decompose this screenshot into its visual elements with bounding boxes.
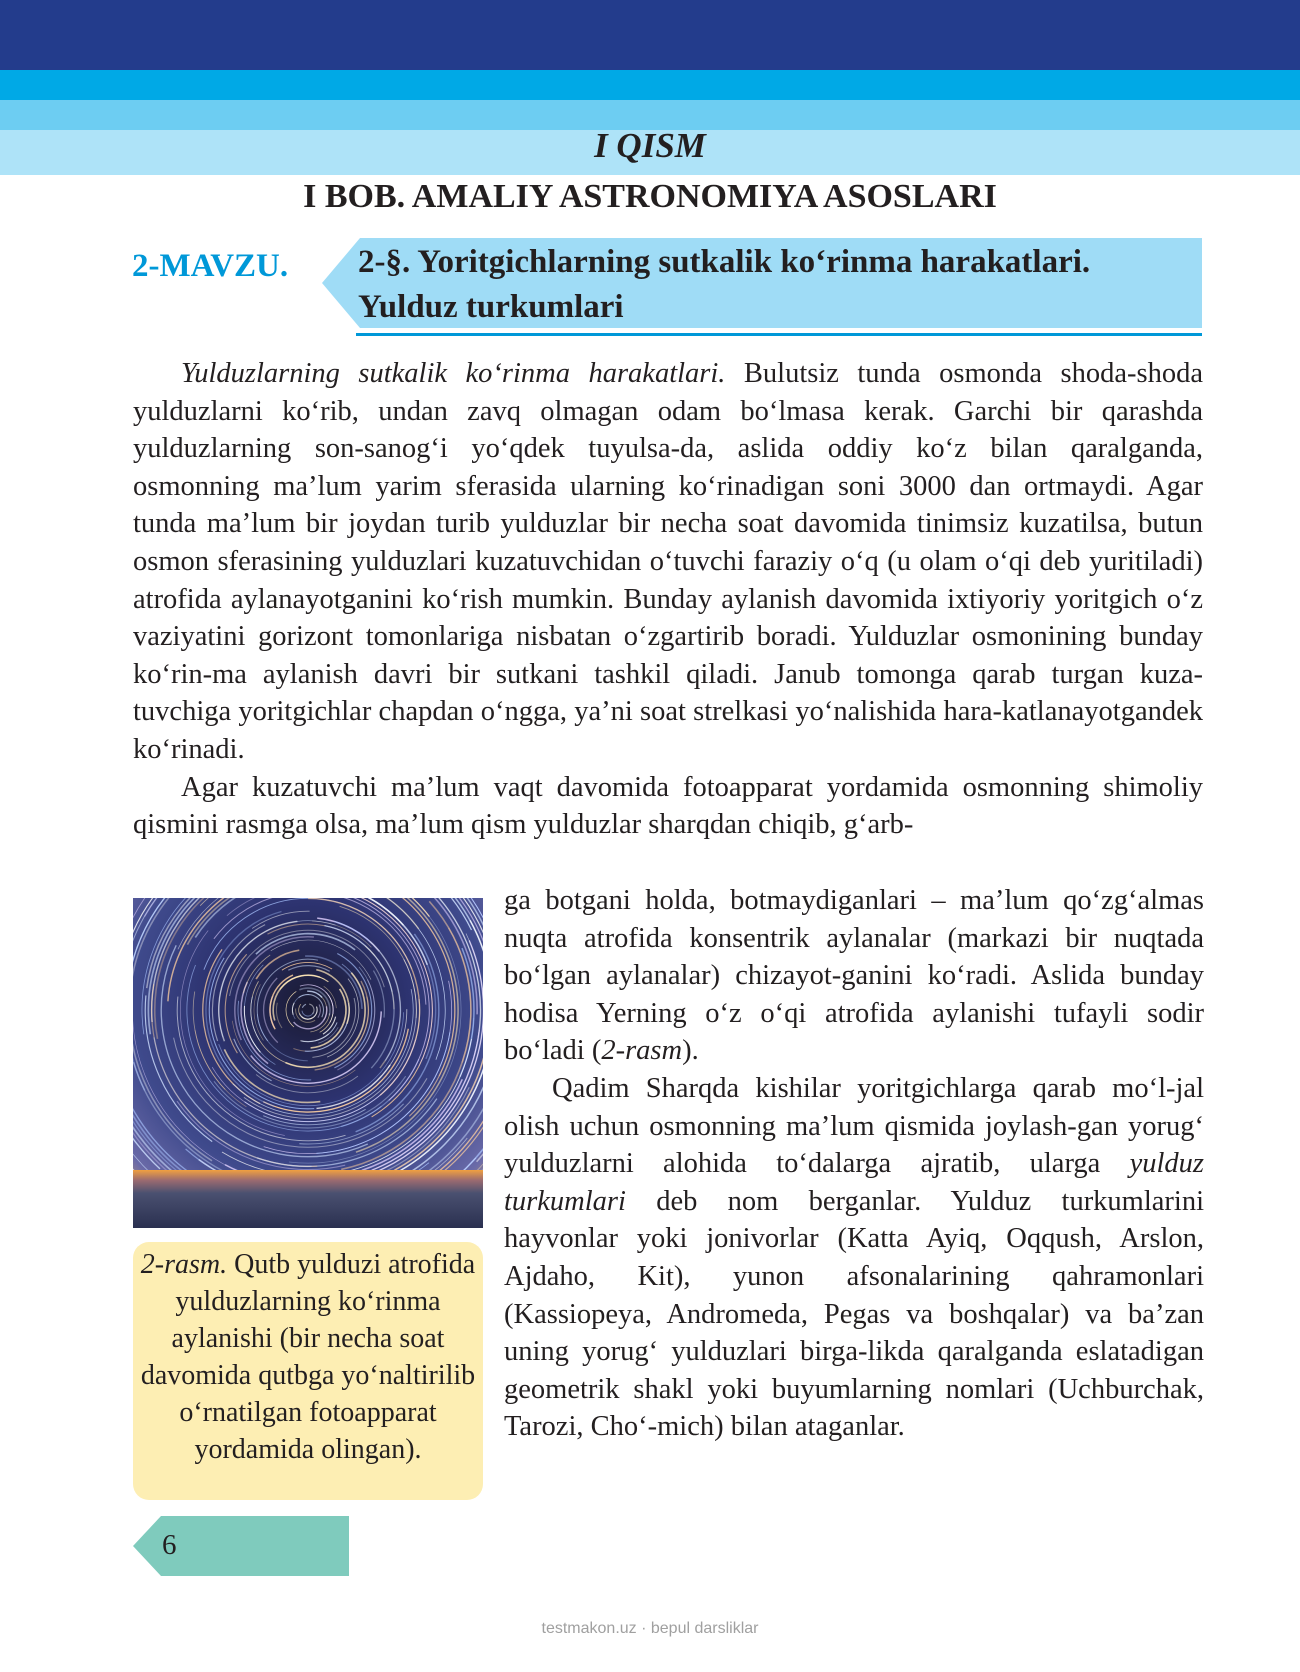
star-trail-arc: [302, 1007, 318, 1020]
topic-title: [358, 240, 1198, 330]
star-trail-arc: [302, 1011, 313, 1016]
paragraph-3-text-end: deb nom berganlar. Yulduz turkumlarini hayvonlar yoki jonivorlar (Katta Ayiq, Oqqush, Arslon, Ajdaho, Kit), yunon afsonalarining qahramonlari (Kassiopeya, Andromeda, Pegas va boshqalar) va ba’zan uning yorug‘ yulduzlari birga-likda qaralganda eslatadigan geometrik shakl yoki buyumlarning nomlari (Uchburchak, Tarozi, Cho‘-mich) bilan ataganlar.: [504, 1185, 1204, 1443]
star-trail-arc: [244, 1006, 260, 1052]
star-trail-arc: [324, 898, 483, 1010]
topic-title-line-1: 2-§. Yoritgichlarning sutkalik ko‘rinma harakatlari.: [358, 244, 1091, 280]
paragraph-2-start: Agar kuzatuvchi ma’lum vaqt davomida fotoapparat yordamida osmonning shimoliy qismini rasmga olsa, ma’lum qism yulduzlar sharqdan chiqib, g‘arb-: [133, 771, 1203, 841]
topic-label: 2-MAVZU.: [132, 248, 289, 284]
star-trail-arc: [349, 898, 436, 1059]
star-trail-arc: [286, 991, 296, 1027]
star-trail-arc: [292, 1003, 294, 1015]
body-text-upper: [133, 355, 1203, 844]
star-trail-arc: [133, 898, 358, 1127]
star-trail-arc: [133, 898, 391, 1116]
paragraph-3: [504, 1070, 1204, 1446]
star-trail-arc: [309, 1004, 314, 1014]
paragraph-1-text: Bulutsiz tunda osmonda shoda-shoda yulduzlarni ko‘rib, undan zavq olmagan odam bo‘lmasa kerak. Garchi bir qarashda yulduzlarning son-sanog‘i yo‘qdek tuyulsa-da, aslida oddiy ko‘z bilan qaralganda, osmonning ma’lum yarim sferasida ularning ko‘rinadigan soni 3000 dan ortmaydi. Agar tunda ma’lum bir joydan turib yulduzlar bir necha soat davomida tinimsiz kuzatilsa, butun osmon sferasining yulduzlari kuzatuvchidan o‘tuvchi faraziy o‘q (u olam o‘qi deb yuritiladi) atrofida aylanayotganini ko‘rish mumkin. Bunday aylanish davomida ixtiyoriy yoritgich o‘z vaziyatini gorizont tomonlariga nisbatan o‘zgartirib boradi. Yulduzlar osmonining bunday ko‘rin-ma aylanish davri bir sutkani tashkil qiladi. Janub tomonga qarab turgan kuza-tuvchiga yoritgichlar chapdan o‘ngga, ya’ni soat strelkasi yo‘nalishida hara-katlanayotgandek ko‘rinadi.: [133, 358, 1203, 765]
body-text-lower: [504, 882, 1204, 1446]
star-trail-arc: [203, 949, 260, 1103]
paragraph-3-text-start: Qadim Sharqda kishilar yoritgichlarga qarab mo‘l-jal olish uchun osmonning ma’lum qismida joylash-gan yorug‘ yulduzlarni alohida to‘dalarga ajratib, ularga: [504, 1072, 1204, 1180]
horizon-lake: [133, 1170, 483, 1228]
page-number: 6: [162, 1529, 177, 1561]
star-trail-arc: [305, 956, 362, 1009]
star-trail-arc: [299, 1004, 313, 1019]
paragraph-3-term: yulduz turkumlari: [504, 1148, 1204, 1217]
watermark: testmakon.uz · bepul darsliklar: [541, 1620, 759, 1637]
star-trail-arc: [294, 898, 403, 925]
paragraph-2-end-close: ).: [682, 1035, 699, 1067]
chapter-title: I BOB. AMALIY ASTRONOMIYA ASOSLARI: [303, 178, 997, 215]
part-title: I QISM: [594, 126, 706, 165]
star-trails-photo: [133, 898, 483, 1228]
star-trail-arc: [133, 898, 231, 1161]
topic-title-line-2: Yulduz turkumlari: [358, 289, 624, 325]
figure-reference: 2-rasm: [601, 1035, 683, 1067]
star-trail-arc: [133, 898, 226, 1203]
star-trail-arc: [288, 966, 329, 972]
star-trail-arc: [302, 1004, 306, 1008]
star-trail-arc: [234, 1039, 272, 1081]
star-trail-arc: [276, 1003, 282, 1028]
paragraph-2-end: [504, 882, 1204, 1070]
star-trail-arc: [195, 898, 257, 938]
star-trail-arc: [214, 898, 426, 1005]
star-trail-arc: [133, 1028, 199, 1183]
star-trail-arc: [243, 955, 270, 993]
star-trail-arc: [365, 946, 394, 1010]
star-trail-arc: [318, 1005, 321, 1018]
star-trail-arc: [341, 1059, 419, 1126]
star-trail-arc: [388, 898, 483, 1011]
star-trail-arc: [264, 978, 278, 1043]
header-band-blue: [0, 70, 1300, 100]
star-trail-arc: [209, 958, 314, 1109]
star-trail-arc: [133, 898, 363, 1115]
paragraph-1: [133, 355, 1203, 769]
paragraph-1-lead: Yulduzlarning sutkalik ko‘rinma harakatlari.: [181, 358, 726, 389]
star-trail-arc: [133, 898, 200, 1169]
figure-caption-text: Qutb yulduzi atrofida yulduzlarning ko‘rinma aylanishi (bir necha soat davomida qutbga yo‘naltirilib o‘rnatilgan fotoapparat yordamida olingan).: [140, 1249, 476, 1465]
header-band-dark: [0, 0, 1300, 70]
topic-title-underline: [356, 333, 1202, 336]
star-trail-arc: [310, 1013, 329, 1032]
paragraph-2-end-text: ga botgani holda, botmaydiganlari – ma’lum qo‘zg‘almas nuqta atrofida konsentrik aylanalar (markazi bir nuqtada bo‘lgan aylanalar) chizayot-ganini ko‘radi. Aslida bunday hodisa Yerning o‘z o‘qi atrofida aylanishi tufayli sodir bo‘ladi (: [504, 885, 1204, 1067]
star-trail-arc: [152, 898, 243, 1022]
star-trail-arc: [289, 898, 433, 1062]
star-trail-arc: [212, 1040, 415, 1122]
star-trail-arc: [264, 981, 452, 1154]
figure-caption-ref: 2-rasm.: [140, 1249, 228, 1280]
figure-caption: [133, 1242, 483, 1500]
